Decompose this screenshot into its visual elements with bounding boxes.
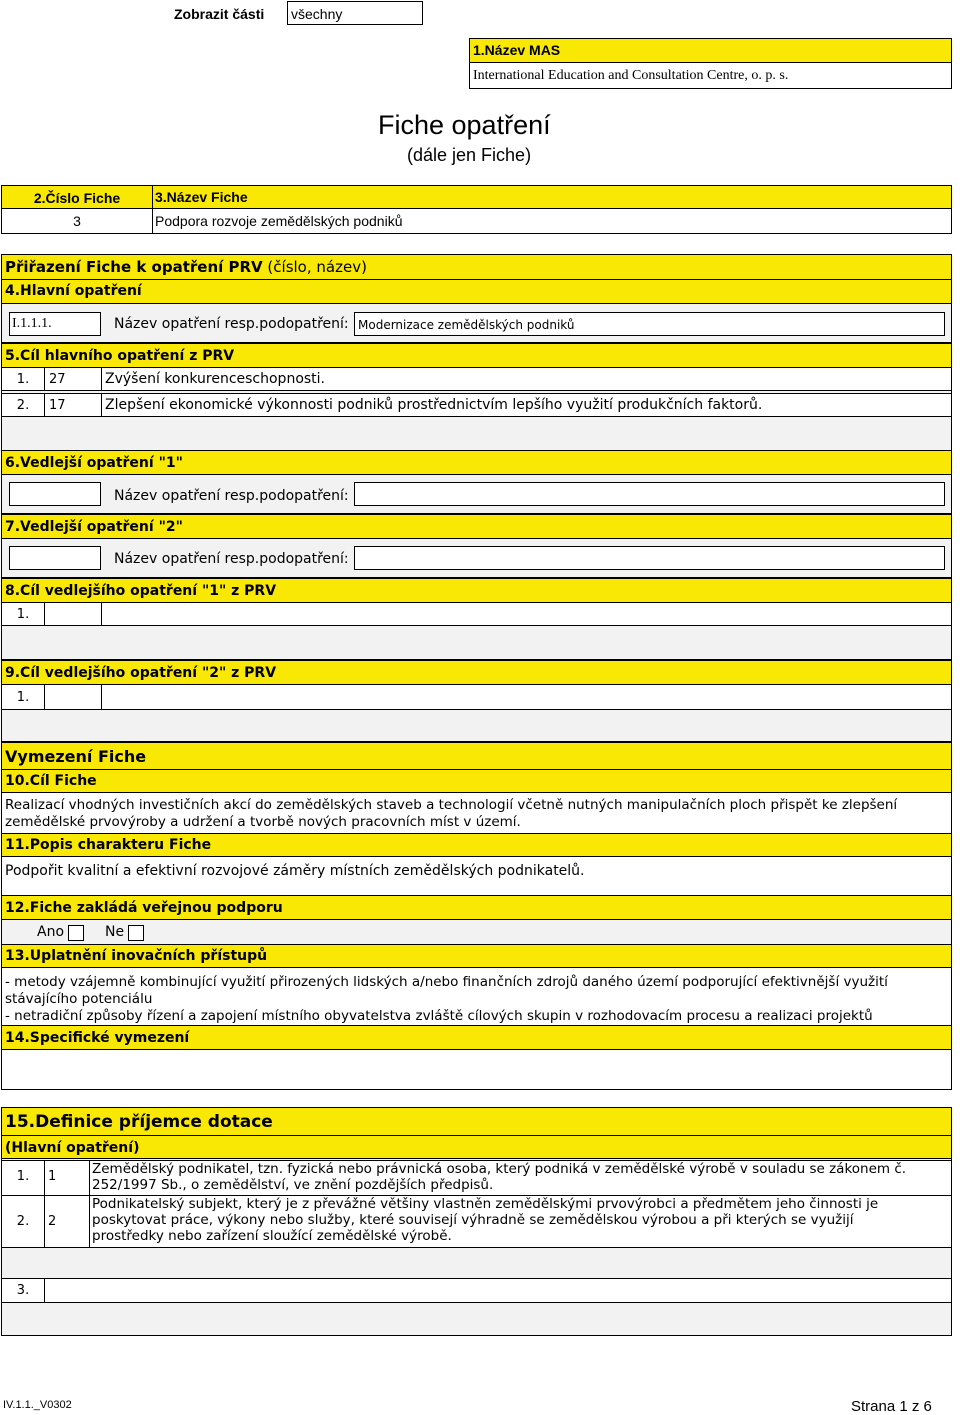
definition-heading: Vymezení Fiche <box>1 742 952 770</box>
beneficiary-text <box>89 1195 952 1248</box>
yes-checkbox[interactable] <box>68 925 84 941</box>
goal-text-line: Realizací vhodných investičních akcí do zemědělských staveb a technologií včetně nutných manipulačních ploch přispět ke zlepšení <box>5 797 898 813</box>
filter-label: Zobrazit části <box>174 6 265 22</box>
specific-text[interactable] <box>1 1049 952 1090</box>
main-measure-name: Modernizace zemědělských podniků <box>354 312 945 336</box>
mas-heading: 1.Název MAS <box>469 38 952 63</box>
innovation-line: stávajícího potenciálu <box>5 991 153 1007</box>
side1-name[interactable] <box>354 482 945 506</box>
innovation-line: - metody vzájemně kombinující využití přirozených lidských a/nebo finančních zdrojů daného území podporující efektivnější využití <box>5 974 888 990</box>
side1-goal-code[interactable] <box>44 602 102 626</box>
goal-label: 10.Cíl Fiche <box>1 769 952 793</box>
side2-name[interactable] <box>354 546 945 570</box>
beneficiary-code: 1 <box>44 1160 90 1196</box>
description-label: 11.Popis charakteru Fiche <box>1 833 952 857</box>
side1-name-label: Název opatření resp.podopatření: <box>114 488 349 504</box>
beneficiary-text[interactable] <box>44 1278 952 1303</box>
beneficiary-heading: 15.Definice příjemce dotace <box>1 1107 952 1136</box>
beneficiary-line: Zemědělský podnikatel, tzn. fyzická nebo právnická osoba, který podniká v zemědělské výrobě v souladu se zákonem č. <box>92 1161 907 1177</box>
no-checkbox[interactable] <box>128 925 144 941</box>
assignment-heading <box>1 254 952 280</box>
side1-code[interactable] <box>9 482 101 506</box>
fiche-number: 3 <box>1 208 153 234</box>
side2-name-label: Název opatření resp.podopatření: <box>114 551 349 567</box>
main-measure-code: I.1.1.1. <box>9 312 101 336</box>
side1-label: 6.Vedlejší opatření "1" <box>1 450 952 475</box>
beneficiary-code: 2 <box>44 1195 90 1248</box>
specific-label: 14.Specifické vymezení <box>1 1025 952 1050</box>
main-goal-code: 17 <box>44 393 102 417</box>
fiche-name-label: 3.Název Fiche <box>152 185 952 209</box>
filter-select[interactable]: všechny <box>287 1 423 25</box>
main-goal-label: 5.Cíl hlavního opatření z PRV <box>1 343 952 368</box>
innovation-line: - netradiční způsoby řízení a zapojení místního obyvatelstva zvláště cílových skupin v rozhodovacím procesu a realizaci projektů <box>5 1008 873 1024</box>
main-goal-num: 2. <box>1 393 45 417</box>
page-subtitle: (dále jen Fiche) <box>407 145 532 165</box>
main-measure-label: 4.Hlavní opatření <box>1 279 952 304</box>
no-label: Ne <box>105 924 125 940</box>
beneficiary-num: 3. <box>1 1278 45 1303</box>
side2-code[interactable] <box>9 546 101 570</box>
side1-goal-label: 8.Cíl vedlejšího opatření "1" z PRV <box>1 578 952 603</box>
main-goal-text: Zlepšení ekonomické výkonnosti podniků prostřednictvím lepšího využití produkčních faktorů. <box>101 393 952 417</box>
side2-goal-text[interactable] <box>101 684 952 710</box>
goal-text-line: zemědělské prvovýroby a udržení a tvorbě nových pracovních míst v území. <box>5 814 521 830</box>
description-text: Podpořit kvalitní a efektivní rozvojové záměry místních zemědělských podnikatelů. <box>1 856 952 896</box>
footer-code: IV.1.1._V0302 <box>3 1399 72 1411</box>
mas-name: International Education and Consultation Centre, o. p. s. <box>469 62 952 89</box>
beneficiary-line: prostředky nebo zařízení sloužící zemědělské výrobě. <box>92 1228 452 1244</box>
beneficiary-line: 252/1997 Sb., o zemědělství, ve znění pozdějších předpisů. <box>92 1177 494 1193</box>
side2-goal-code[interactable] <box>44 684 102 710</box>
fiche-name: Podpora rozvoje zemědělských podniků <box>152 208 952 234</box>
main-measure-name-label: Název opatření resp.podopatření: <box>114 316 349 332</box>
side2-goal-label: 9.Cíl vedlejšího opatření "2" z PRV <box>1 660 952 685</box>
beneficiary-line: poskytovat práce, výkony nebo služby, které souvisejí výhradně se zemědělskou výrobou a při kterých se využijí <box>92 1212 854 1228</box>
goal-text <box>1 792 952 834</box>
assignment-heading-rest: (číslo, název) <box>262 258 367 276</box>
beneficiary-num: 1. <box>1 1160 45 1196</box>
main-goal-code: 27 <box>44 367 102 391</box>
side1-goal-text[interactable] <box>101 602 952 626</box>
fiche-number-label: 2.Číslo Fiche <box>1 185 153 209</box>
innovation-text <box>1 967 952 1026</box>
main-goal-text: Zvýšení konkurenceschopnosti. <box>101 367 952 391</box>
beneficiary-line: Podnikatelský subjekt, který je z převážné většiny vlastněn zemědělskými prvovýrobci a předmětem jeho činnosti je <box>92 1196 879 1212</box>
yes-label: Ano <box>37 924 65 940</box>
side2-goal-num: 1. <box>1 684 45 710</box>
innovation-label: 13.Uplatnění inovačních přístupů <box>1 944 952 968</box>
public-support-label: 12.Fiche zakládá veřejnou podporu <box>1 895 952 920</box>
footer-page: Strana 1 z 6 <box>851 1398 932 1415</box>
side1-goal-num: 1. <box>1 602 45 626</box>
beneficiary-text <box>89 1160 952 1196</box>
side2-label: 7.Vedlejší opatření "2" <box>1 514 952 539</box>
main-goal-num: 1. <box>1 367 45 391</box>
page-title: Fiche opatření <box>378 110 551 140</box>
assignment-heading-bold: Přiřazení Fiche k opatření PRV <box>5 258 263 276</box>
beneficiary-subheading: (Hlavní opatření) <box>1 1135 952 1159</box>
beneficiary-num: 2. <box>1 1195 45 1248</box>
